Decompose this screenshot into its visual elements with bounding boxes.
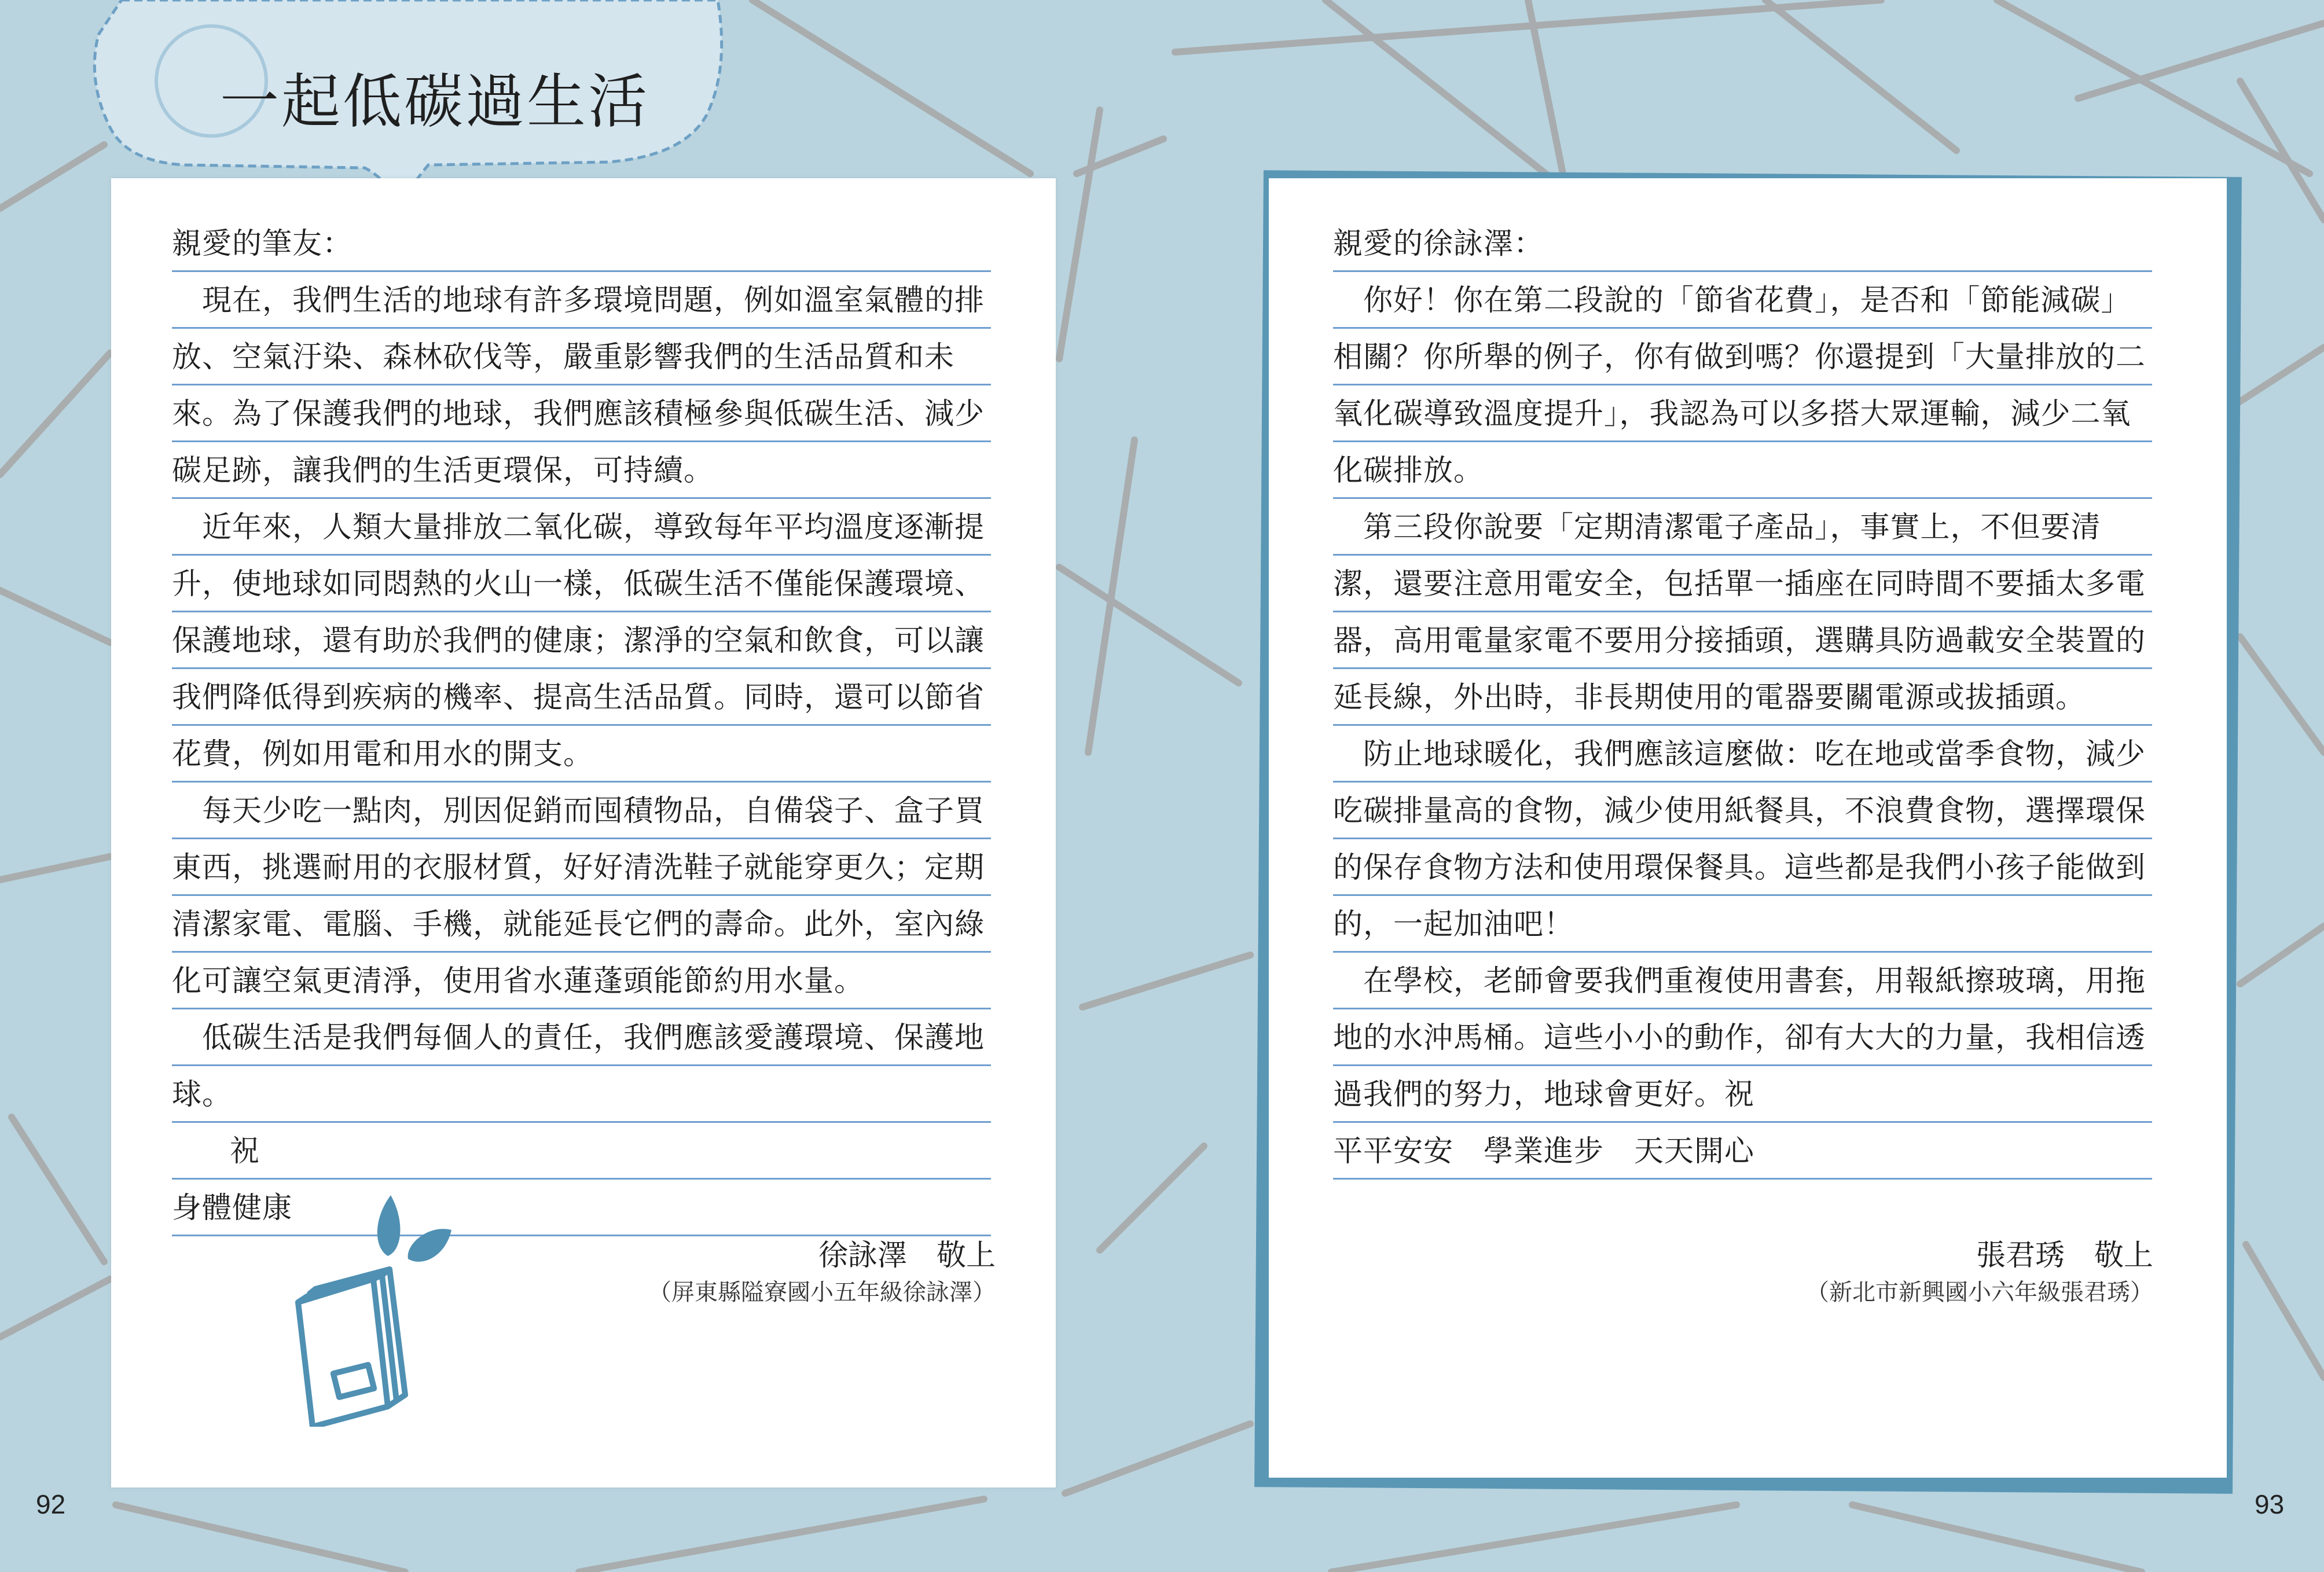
right-letter-signature: 張君琇 敬上: [1976, 1239, 2153, 1273]
right-letter-paragraph-2: 第三段你說要「定期清潔電子產品」，事實上，不但要清潔，還要注意用電安全，包括單一插座在同時間不要插太多電器，高用電量家電不要用分接插頭，選購具防過載安全裝置的延長線，外出時，非長期使用的電器要關電源或拔插頭。: [1333, 510, 2146, 715]
page-title: 一起低碳過生活: [220, 68, 649, 137]
left-letter-paragraph-2: 近年來，人類大量排放二氧化碳，導致每年平均溫度逐漸提升，使地球如同悶熱的火山一樣，低碳生活不僅能保護環境、保護地球，還有助於我們的健康；潔淨的空氣和飲食，可以讓我們降低得到疾病的機率、提高生活品質。同時，還可以節省花費，例如用電和用水的開支。: [172, 510, 985, 772]
right-letter-school: （新北市新興國小六年級張君琇）: [1806, 1279, 2153, 1306]
right-letter-paragraph-1: 你好！你在第二段說的「節省花費」，是否和「節能減碳」相關？你所舉的例子，你有做到嗎？你還提到「大量排放的二氧化碳導致溫度提升」，我認為可以多搭大眾運輸，減少二氧化碳排放。: [1333, 284, 2146, 488]
right-letter-wish: 平平安安 學業進步 天天開心: [1333, 1134, 1755, 1169]
right-letter-greeting: 親愛的徐詠澤：: [1333, 227, 1544, 261]
left-letter: [172, 216, 991, 1237]
left-letter-greeting: 親愛的筆友：: [172, 227, 353, 261]
left-letter-paragraph-4: 低碳生活是我們每個人的責任，我們應該愛護環境、保護地球。: [172, 1021, 985, 1112]
left-letter-paragraph-1: 現在，我們生活的地球有許多環境問題，例如溫室氣體的排放、空氣汙染、森林砍伐等，嚴重影響我們的生活品質和未來。為了保護我們的地球，我們應該積極參與低碳生活、減少碳足跡，讓我們的生活更環保，可持續。: [172, 284, 985, 488]
left-letter-school: （屏東縣隘寮國小五年級徐詠澤）: [648, 1279, 996, 1306]
right-letter-paragraph-4: 在學校，老師會要我們重複使用書套，用報紙擦玻璃，用拖地的水沖馬桶。這些小小的動作，卻有大大的力量，我相信透過我們的努力，地球會更好。祝: [1333, 964, 2146, 1112]
left-letter-paragraph-3: 每天少吃一點肉，別因促銷而囤積物品，自備袋子、盒子買東西，挑選耐用的衣服材質，好好清洗鞋子就能穿更久；定期清潔家電、電腦、手機，就能延長它們的壽命。此外，室內綠化可讓空氣更清淨，使用省水蓮蓬頭能節約用水量。: [172, 794, 985, 998]
left-letter-salute: 祝: [230, 1134, 260, 1169]
left-letter-wish: 身體健康: [172, 1191, 293, 1225]
left-letter-signature-block: [648, 1236, 996, 1309]
page-number-right: 93: [2255, 1489, 2285, 1519]
right-letter-signature-block: [1806, 1236, 2153, 1309]
book-with-droplets-icon: [287, 1184, 478, 1427]
right-letter-paragraph-3: 防止地球暖化，我們應該這麼做：吃在地或當季食物，減少吃碳排量高的食物，減少使用紙餐具，不浪費食物，選擇環保的保存食物方法和使用環保餐具。這些都是我們小孩子能做到的，一起加油吧！: [1333, 737, 2146, 942]
left-letter-signature: 徐詠澤 敬上: [818, 1239, 996, 1273]
right-letter: [1333, 216, 2152, 1180]
page-number-left: 92: [36, 1489, 66, 1519]
